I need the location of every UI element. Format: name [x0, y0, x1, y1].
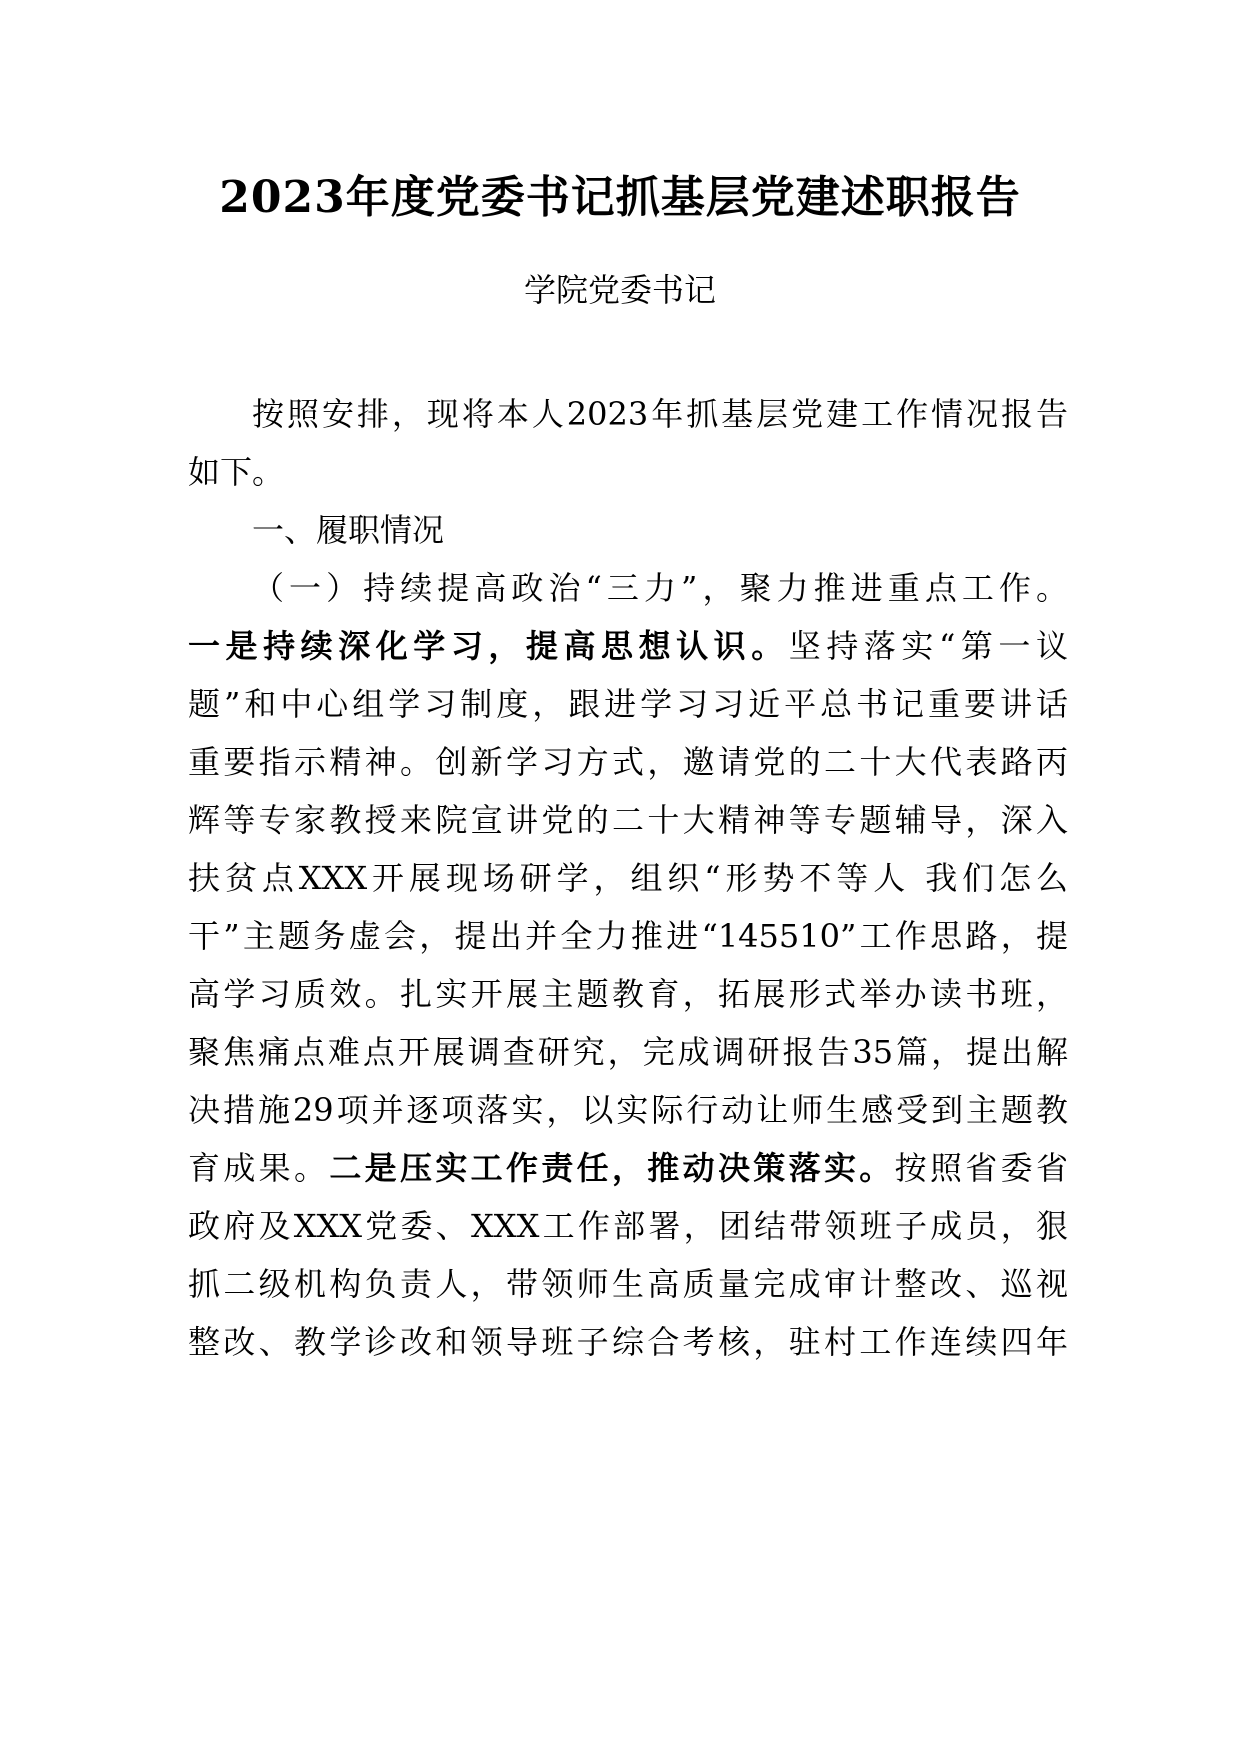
paragraph-line: 育成果。二是压实工作责任，推动决策落实。按照省委省 — [188, 1149, 1068, 1187]
paragraph-line: 如下。 — [188, 453, 285, 491]
section-heading: 一、履职情况 — [252, 511, 445, 549]
document-title: 2023年度党委书记抓基层党建述职报告 — [219, 172, 1021, 223]
paragraph-line: 题”和中心组学习制度，跟进学习习近平总书记重要讲话 — [188, 685, 1068, 723]
document-subtitle: 学院党委书记 — [523, 271, 716, 309]
subsection-heading: （一）持续提高政治“三力”，聚力推进重点工作。 — [252, 569, 1068, 607]
paragraph-line: 重要指示精神。创新学习方式，邀请党的二十大代表路丙 — [188, 743, 1068, 781]
paragraph-line: 扶贫点XXX开展现场研学，组织“形势不等人 我们怎么 — [188, 859, 1068, 897]
paragraph-line: 政府及XXX党委、XXX工作部署，团结带领班子成员，狠 — [188, 1207, 1068, 1245]
paragraph-line: 按照安排，现将本人2023年抓基层党建工作情况报告 — [252, 395, 1068, 433]
paragraph-line: 高学习质效。扎实开展主题教育，拓展形式举办读书班， — [188, 975, 1068, 1013]
paragraph-line: 决措施29项并逐项落实，以实际行动让师生感受到主题教 — [188, 1091, 1068, 1129]
bold-phrase: 一是持续深化学习，提高思想认识。 — [188, 627, 789, 665]
paragraph-line: 聚焦痛点难点开展调查研究，完成调研报告35篇，提出解 — [188, 1033, 1068, 1071]
bold-phrase: 二是压实工作责任，推动决策落实。 — [329, 1149, 895, 1187]
paragraph-line: 干”主题务虚会，提出并全力推进“145510”工作思路，提 — [188, 917, 1068, 955]
paragraph-line: 抓二级机构负责人，带领师生高质量完成审计整改、巡视 — [188, 1265, 1068, 1303]
paragraph-line: 整改、教学诊改和领导班子综合考核，驻村工作连续四年 — [188, 1323, 1068, 1361]
paragraph-line: 辉等专家教授来院宣讲党的二十大精神等专题辅导，深入 — [188, 801, 1068, 839]
paragraph-line: 一是持续深化学习，提高思想认识。坚持落实“第一议 — [188, 627, 1068, 665]
